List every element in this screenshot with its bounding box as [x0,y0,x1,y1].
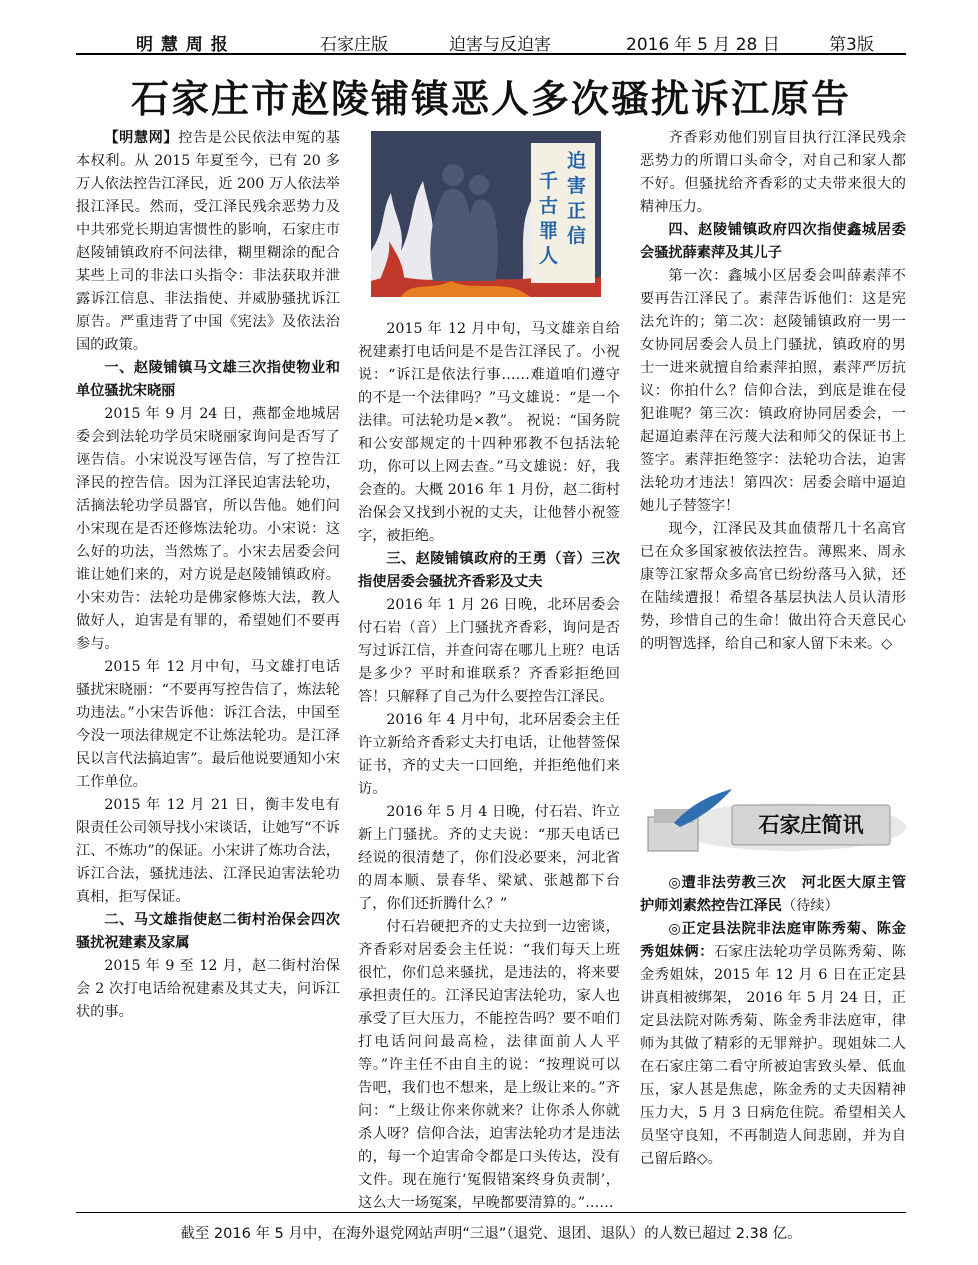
paragraph: 2015 年 12 月中旬，马文雄打电话骚扰宋晓丽：“不要再写控告信了，炼法轮功违法。”小宋告诉他：诉江合法，中国至今没一项法律规定不让炼法轮功。是江泽民以言代法搞迫害”。最后他说要通知小宋工作单位。 [76,659,340,790]
source-tag: 【明慧网】 [104,130,179,146]
section-heading-2: 二、马文雄指使赵二街村治保会四次骚扰祝建素及家属 [76,912,340,951]
issue-date: 2016 年 5 月 28 日 [626,35,780,55]
paragraph: 2016 年 5 月 4 日晚，付石岩、许立新上门骚扰。齐的丈夫说：“那天电话已经说的很清楚了，你们没必要来，河北省的周本顺、景春华、梁斌、张越都下台了，你们还折腾什么？” [358,804,620,912]
masthead [76,22,906,55]
brief-body-2: 石家庄法轮功学员陈秀菊、陈金秀姐妹，2015 年 12 月 6 日在正定县讲真相被绑架， 2016 年 5 月 24 日，正定县法院对陈秀菊、陈金秀非法庭审，律师为其做了精彩的无罪辩护。现姐妹二人在石家庄第二看守所被迫害致头晕、低血压，家人甚是焦虑，陈金秀的丈夫因精神压力大，5 月 3 日病危住院。希望相关人员坚守良知，不再制造人间悲剧，并为自己留后路◇。 [640,944,906,1167]
page-number: 第3版 [829,35,874,55]
illustration-caption-1: 迫害正信 [567,150,587,247]
top-rule [76,53,906,55]
briefs-column [640,872,906,1171]
briefs-banner [640,787,906,857]
article-column-1 [76,127,340,1024]
paragraph: 2016 年 1 月 26 日晚，北环居委会付石岩（音）上门骚扰齐香彩，询问是否写过诉江信，并查问寄在哪儿上班？电话是多少？平时和谁联系？齐香彩拒绝回答！只解释了自己为什么要控告江泽民。 [358,597,620,705]
paragraph: 现今，江泽民及其血债帮几十名高官已在众多国家被依法控告。薄熙来、周永康等江家帮众多高官已纷纷落马入狱，还在陆续遭报！希望各基层执法人员认清形势，珍惜自己的生命！做出符合天意民心的明智选择，给自己和家人留下未来。◇ [640,521,906,652]
paper-name: 明 慧 周 报 [136,35,229,55]
section-label: 迫害与反迫害 [449,35,551,55]
edition-label: 石家庄版 [320,35,388,55]
section-heading-3: 三、赵陵铺镇政府的王勇（音）三次指使居委会骚扰齐香彩及丈夫 [358,551,620,590]
footer-note: 截至 2016 年 5 月中，在海外退党网站声明“三退”（退党、退团、退队）的人数已超过 2.38 亿。 [180,1226,802,1242]
article-column-2 [358,318,620,1215]
illustration-caption-2: 千古罪人 [539,170,559,267]
paragraph: 2015 年 9 月 24 日，燕都金地城居委会到法轮功学员宋晓丽家询问是否写了诬告信。小宋说没写诬告信，写了控告江泽民的控告信。因为江泽民迫害法轮功，活摘法轮功学员器官，所以告他。她们问小宋现在是否还修炼法轮功。小宋说：这么好的功法，当然炼了。小宋去居委会问谁让她们来的，对方说是赵陵铺镇政府。小宋劝告：法轮功是佛家修炼大法，教人做好人，迫害是有罪的，希望她们不要再参与。 [76,406,340,652]
paragraph: 2016 年 4 月中旬，北环居委会主任许立新给齐香彩丈夫打电话，让他替签保证书，齐的丈夫一口回绝，并拒绝他们来访。 [358,712,620,797]
headline: 石家庄市赵陵铺镇恶人多次骚扰诉江原告 [130,76,851,121]
illustration [371,131,601,297]
paragraph: 第一次：鑫城小区居委会叫薛素萍不要再告江泽民了。素萍告诉他们：这是宪法允许的；第二次：赵陵铺镇政府一男一女协同居委会人员上门骚扰，镇政府的男士一进来就擅自给素萍拍照，素萍严厉抗议：你拍什么？信仰合法，到底是谁在侵犯谁呢？第三次：镇政府协同居委会，一起逼迫素萍在污蔑大法和师父的保证书上签字。素萍拒绝签字：法轮功合法，迫害法轮功才违法！第四次：居委会暗中逼迫她儿子替签字！ [640,268,906,514]
brief-suffix: （待续） [781,898,839,914]
paragraph: 付石岩硬把齐的丈夫拉到一边密谈，齐香彩对居委会主任说：“我们每天上班很忙，你们总来骚扰，是违法的，将来要承担责任的。江泽民迫害法轮功，家人也承受了巨大压力，不能控告吗？要不咱们打电话问问最高检，法律面前人人平等。”许主任不由自主的说：“按理说可以告吧，我们也不想来，是上级让来的。”齐问：“上级让你来你就来？让你杀人你就杀人呀？信仰合法，迫害法轮功才是违法的，每一个迫害命令都是口头传达，没有文件。现在施行‘冤假错案终身负责制’，这么大一场冤案，早晚都要清算的。”…… [358,919,620,1211]
brief-headline-1: ◎遭非法劳教三次 河北医大原主管护师刘素然控告江泽民 [640,875,906,914]
lead-paragraph: 控告是公民依法申冤的基本权利。从 2015 年夏至今，已有 20 多万人依法控告江泽民，近 200 万人依法举报江泽民。然而，受江泽民残余恶势力及中共邪党长期迫害惯性的影响，石家庄市赵陵铺镇政府不问法律，糊里糊涂的配合某些上司的非法口头指令：非法获取并泄露诉江信息、非法指使、并威胁骚扰诉江原告。严重违背了中国《宪法》及依法治国的政策。 [76,130,340,353]
paragraph: 2015 年 12 月 21 日，衡丰发电有限责任公司领导找小宋谈话，让她写“不诉江、不炼功”的保证。小宋讲了炼功合法，诉江合法，骚扰违法、江泽民迫害法轮功真相，拒写保证。 [76,797,340,905]
paragraph: 齐香彩劝他们别盲目执行江泽民残余恶势力的所谓口头命令，对自己和家人都不好。但骚扰给齐香彩的丈夫带来很大的精神压力。 [640,130,906,215]
briefs-title: 石家庄简讯 [758,813,864,837]
paragraph: 2015 年 12 月中旬，马文雄亲自给祝建素打电话问是不是告江泽民了。小祝说：“诉江是依法行事……难道咱们遵守的不是一个法律吗？”马文雄说：“是一个法律。可法轮功是×教”。 祝说：“国务院和公安部规定的十四种邪教不包括法轮功，你可以上网去查。”马文雄说：好，我会查的。大概 2016 年 1 月份，赵二街村治保会又找到小祝的丈夫，让他替小祝签字，被拒绝。 [358,321,620,544]
paragraph: 2015 年 9 至 12 月，赵二街村治保会 2 次打电话给祝建素及其丈夫，问诉江状的事。 [76,958,340,1020]
brief-headline-2: ◎正定县法院非法庭审陈秀菊、陈金秀姐妹俩： [640,921,906,960]
bottom-rule [76,1212,906,1213]
section-heading-1: 一、赵陵铺镇马文雄三次指使物业和单位骚扰宋晓丽 [76,360,340,399]
article-column-3 [640,127,906,656]
section-heading-4: 四、赵陵铺镇政府四次指使鑫城居委会骚扰薛素萍及其儿子 [640,222,906,261]
